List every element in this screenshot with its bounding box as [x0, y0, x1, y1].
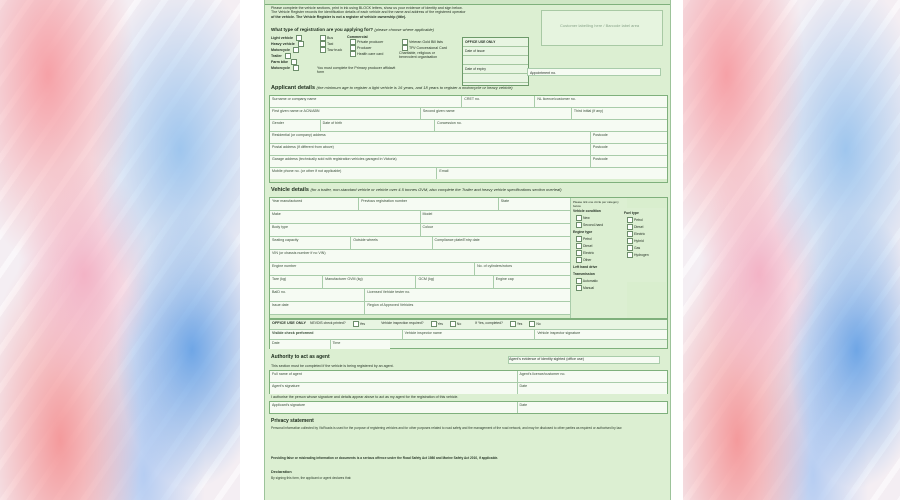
body-type-field[interactable]: Body type — [270, 224, 421, 236]
registration-question-text: What type of registration are you applying for? — [271, 27, 374, 32]
declaration-text: By signing this form, the applicant or agent declares that: — [271, 476, 352, 480]
agent-signature-field[interactable]: Agent's signature — [270, 383, 518, 394]
reg-type-option[interactable]: Private producer — [347, 39, 397, 45]
privacy-warning: Providing false or misleading information or documents is a serious offence under the Road Safety Act 1986 and Marine Safety Act 2010, if applicable. — [271, 456, 499, 460]
privacy-body: Personal information collected by VicRoads is used for the purpose of registering vehicles and for other purposes related to road safety and the management of the road network, and may be disclosed to other parties as required or authorised by law. — [271, 426, 623, 430]
model-field[interactable]: Model — [421, 211, 571, 223]
postcode-field[interactable]: Postcode — [591, 144, 667, 155]
applicant-row — [270, 108, 667, 120]
office-use-label: OFFICE USE ONLY — [272, 321, 307, 325]
label-stamp-box — [541, 10, 663, 46]
email-field[interactable]: Email — [437, 168, 667, 179]
reg-type-option[interactable]: Taxi — [317, 41, 347, 47]
option-label: Engine type — [573, 230, 593, 234]
option-checkbox[interactable]: Petrol — [573, 236, 625, 243]
privacy-heading: Privacy statement — [271, 418, 314, 424]
applicant-signature-field[interactable]: Applicant's signature — [270, 402, 518, 413]
reg-type-option[interactable]: Tow truck — [317, 47, 347, 53]
wheels-field[interactable]: Outside wheels — [351, 237, 432, 249]
colour-field[interactable]: Colour — [421, 224, 571, 236]
gvm-field[interactable]: Manufacturer GVM (kg) — [323, 276, 416, 288]
reg-type-option[interactable]: Bus — [317, 35, 347, 41]
office-use-row[interactable] — [463, 56, 528, 65]
reg-types-col1 — [271, 35, 311, 71]
reg-type-option[interactable]: Light vehicle — [271, 35, 311, 41]
option-label: Left hand drive — [573, 265, 598, 269]
office-use-box — [462, 37, 529, 86]
applicant-row — [270, 168, 667, 179]
postal-address-field[interactable]: Postal address (if different from above) — [270, 144, 591, 155]
option-checkbox[interactable]: Automatic — [573, 278, 625, 285]
applicant-row — [270, 132, 667, 144]
nevdis-label: NEVDIS check printed? — [310, 321, 346, 325]
inspector-signature-field[interactable]: Vehicle inspector signature — [535, 330, 667, 339]
marble-background-right — [683, 0, 900, 500]
make-field[interactable]: Make — [270, 211, 421, 223]
marble-background-left — [0, 0, 240, 500]
option-label: Fuel type — [624, 211, 639, 215]
intro-line: Please complete the vehicle sections, print in ink using BLOCK letters, show us your evidence of identity and sign below. — [271, 6, 463, 10]
white-border-right — [669, 0, 683, 500]
vehicle-options-panel — [570, 198, 627, 318]
yes-option[interactable]: Yes — [348, 320, 367, 329]
compliance-field[interactable]: Compliance plate/Entry date — [433, 237, 570, 249]
cret-field[interactable]: CRET no. — [462, 96, 535, 107]
second-name-field[interactable]: Second given name — [421, 108, 572, 119]
motorcycle-note: You must complete the Primary producer affidavit form — [317, 66, 396, 75]
reg-type-option[interactable]: Heavy vehicle — [271, 41, 311, 47]
applicant-row — [270, 120, 667, 132]
declaration-heading: Declaration — [271, 470, 292, 474]
option-checkbox[interactable]: Electric — [624, 231, 664, 238]
option-checkbox[interactable]: Diesel — [624, 224, 664, 231]
reg-type-option[interactable]: Veteran Gold Bill lists — [399, 39, 459, 45]
agent-heading: Authority to act as agent — [271, 354, 330, 360]
no-option[interactable]: No — [445, 320, 463, 329]
state-field[interactable]: State — [499, 198, 570, 210]
applicant-signature-section — [269, 401, 668, 414]
baid-field[interactable]: BaID no. — [270, 289, 365, 301]
form-top-band — [265, 0, 670, 5]
residential-address-field[interactable]: Residential (or company) address — [270, 132, 591, 143]
option-checkbox[interactable]: Gas — [624, 245, 664, 252]
applicant-section — [269, 95, 668, 183]
postcode-field[interactable]: Postcode — [591, 156, 667, 167]
completed-label: If Yes, completed? — [475, 321, 503, 325]
reg-type-option[interactable]: Producer — [347, 45, 397, 51]
fuel-type-panel — [622, 208, 666, 282]
applicant-date-field[interactable]: Date — [518, 402, 668, 413]
vehicle-office-use — [269, 319, 668, 349]
cylinders-field[interactable]: No. of cylinders/rotors — [475, 263, 570, 275]
tare-field[interactable]: Tare (kg) — [270, 276, 323, 288]
vehicle-heading: Vehicle details (for a trailer, non-standard vehicle or vehicle over 4.5 tonnes GVM, also complete the Trailer and heavy vehicle specifications section overleaf) — [271, 187, 562, 193]
garage-address-field[interactable]: Garage address (technically sold with registration vehicles garaged in Victoria) — [270, 156, 591, 167]
engine-number-field[interactable]: Engine number — [270, 263, 475, 275]
option-checkbox[interactable]: Second-hand — [573, 222, 625, 229]
yes-option[interactable]: Yes — [426, 320, 445, 329]
option-checkbox[interactable]: Other — [573, 257, 625, 264]
intro-line: The Vehicle Register records the identification details of each vehicle and the name and address of the registered operator — [271, 10, 466, 15]
agent-authorisation-note: I authorise the person whose signature and details appear above to act as my agent for the registration of this vehicle. — [271, 395, 459, 399]
vehicle-hint: (for a trailer, non-standard vehicle or vehicle over 4.5 tonnes GVM, also complete the Trailer and heavy vehicle specifications section overleaf) — [310, 187, 562, 192]
tester-field[interactable]: Licensed Vehicle tester no. — [365, 289, 570, 301]
dob-field[interactable]: Date of birth — [321, 120, 435, 131]
white-border-left — [240, 0, 264, 500]
region-field[interactable]: Region of Approved Vehicles — [365, 302, 570, 314]
option-checkbox[interactable]: Hybrid — [624, 238, 664, 245]
visible-check-field[interactable]: Visible check performed — [270, 330, 403, 339]
reg-type-option[interactable]: Health care card — [347, 51, 397, 57]
option-checkbox[interactable]: Manual — [573, 285, 625, 292]
option-label: Transmission — [573, 272, 595, 276]
reg-type-option[interactable]: TPI/ Concessional Card — [399, 45, 459, 51]
option-checkbox[interactable]: Diesel — [573, 243, 625, 250]
reg-types-col2 — [317, 35, 347, 53]
office-use-row[interactable] — [463, 74, 528, 83]
registration-hint: (please choose where applicable) — [374, 27, 434, 32]
office-use-row[interactable]: Date of issue — [463, 47, 528, 56]
intro-line: of the vehicle. The Vehicle Register is not a register of vehicle ownership (title). — [271, 14, 407, 19]
agent-name-field[interactable]: Full name of agent — [270, 371, 518, 382]
option-checkbox[interactable]: Petrol — [624, 217, 664, 224]
first-name-field[interactable]: First given name or ACN/ABN — [270, 108, 421, 119]
yes-option[interactable]: Yes — [505, 320, 524, 329]
seating-field[interactable]: Seating capacity — [270, 237, 351, 249]
gender-field[interactable]: Gender — [270, 120, 321, 131]
licence-field[interactable]: NL licence/customer no. — [535, 96, 667, 107]
time-field[interactable]: Time — [331, 340, 391, 349]
stamp-text: Customer labelling here / Barcode label area — [560, 23, 640, 28]
commercial-header: Commercial — [347, 35, 368, 39]
vin-field[interactable]: VIN (or chassis number if no VIN) — [270, 250, 570, 262]
applicant-hint: (the minimum age to register a light vehicle is 16 years, and 18 years to register a motorcycle or heavy vehicle) — [316, 85, 513, 90]
vehicle-section — [269, 197, 668, 319]
prev-reg-field[interactable]: Previous registration number — [359, 198, 499, 210]
options-instruction: Please tick one circle per category below — [573, 200, 619, 208]
applicant-row — [270, 144, 667, 156]
option-checkbox[interactable]: Electric — [573, 250, 625, 257]
surname-field[interactable]: Surname or company name — [270, 96, 462, 107]
form-intro — [271, 6, 541, 19]
reg-type-option[interactable]: Motorcycle — [271, 47, 311, 53]
concession-field[interactable]: Concession no. — [435, 120, 667, 131]
appointment-field[interactable]: Appointment no. — [527, 68, 661, 76]
agent-note: This section must be completed if the vehicle is being registered by an agent. — [271, 364, 394, 368]
agent-section — [269, 370, 668, 394]
agent-date-field[interactable]: Date — [518, 383, 668, 394]
registration-type-question — [271, 27, 434, 33]
issue-date-field[interactable]: Issue date — [270, 302, 365, 314]
office-use-title: OFFICE USE ONLY — [463, 38, 528, 47]
registration-form — [264, 0, 671, 500]
engine-cap-field[interactable]: Engine cap — [494, 276, 570, 288]
reg-type-option[interactable]: Trailer — [271, 53, 311, 59]
postcode-field[interactable]: Postcode — [591, 132, 667, 143]
option-checkbox[interactable]: New — [573, 215, 625, 222]
option-label: Vehicle condition — [573, 209, 601, 213]
date-field[interactable]: Date — [270, 340, 331, 349]
year-field[interactable]: Year manufactured — [270, 198, 359, 210]
applicant-heading: Applicant details (the minimum age to register a light vehicle is 16 years, and 18 years to register a motorcycle or heavy vehicle) — [271, 85, 513, 91]
reg-type-option: benevolent organisation — [399, 55, 438, 60]
reg-type-option[interactable]: Farm bike — [271, 59, 311, 65]
initial-field[interactable]: Third initial (if any) — [572, 108, 667, 119]
gcm-field[interactable]: GCM (kg) — [416, 276, 493, 288]
office-use-row[interactable]: Date of expiry — [463, 65, 528, 74]
applicant-row — [270, 156, 667, 168]
reg-types-col4 — [399, 39, 459, 60]
reg-type-option: Charitable, religious or — [399, 51, 435, 55]
inspection-label: Vehicle inspection required? — [381, 321, 424, 325]
reg-types-col3 — [347, 35, 397, 57]
no-option[interactable]: No — [524, 320, 542, 329]
agent-id-sighted[interactable]: Agent's evidence of identity sighted (office use) — [508, 356, 660, 364]
inspector-name-field[interactable]: Vehicle inspector name — [403, 330, 536, 339]
vehicle-fields — [270, 198, 570, 315]
mobile-field[interactable]: Mobile phone no. (or other if not applicable) — [270, 168, 437, 179]
applicant-row — [270, 96, 667, 108]
reg-type-option[interactable]: Motorcycle — [271, 65, 311, 71]
agent-licence-field[interactable]: Agent's licence/customer no. — [518, 371, 668, 382]
option-checkbox[interactable]: Hydrogen — [624, 252, 664, 259]
